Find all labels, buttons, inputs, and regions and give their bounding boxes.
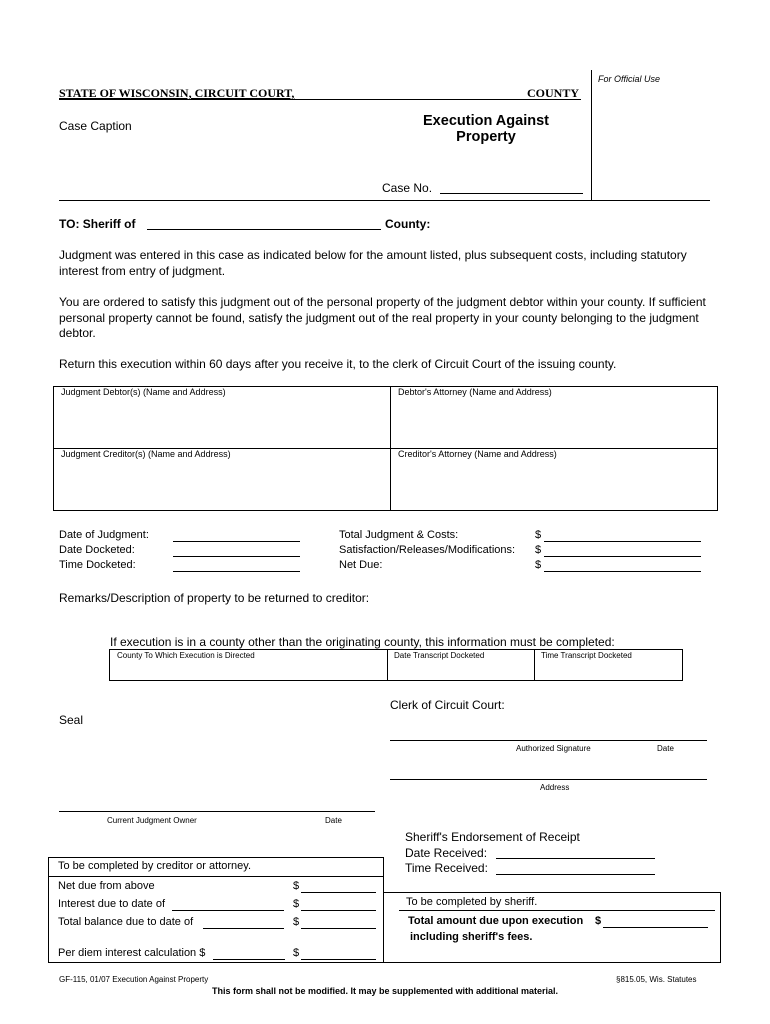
satisfaction-label: Satisfaction/Releases/Modifications:: [339, 544, 516, 556]
sheriff-box-header: To be completed by sheriff.: [406, 896, 538, 908]
interest-date-field[interactable]: [172, 910, 284, 911]
case-no-label: Case No.: [382, 181, 433, 195]
sheriff-box-top: [383, 892, 721, 893]
net-due-label: Net Due:: [339, 559, 383, 571]
total-judgment-currency: $: [535, 529, 542, 541]
date-docketed-field[interactable]: [173, 556, 300, 557]
signature-date-label: Date: [657, 744, 674, 753]
sheriff-endorsement-title: Sheriff's Endorsement of Receipt: [405, 830, 580, 844]
remarks-label: Remarks/Description of property to be returned to creditor:: [59, 591, 370, 605]
time-received-label: Time Received:: [405, 861, 488, 875]
case-no-field[interactable]: [440, 193, 583, 194]
date-received-label: Date Received:: [405, 846, 488, 860]
net-due-above-label: Net due from above: [58, 880, 155, 892]
total-due-currency: $: [595, 915, 602, 927]
creditor-box-header: To be completed by creditor or attorney.: [58, 860, 252, 872]
form-title-line1: Execution Against: [423, 113, 549, 129]
total-judgment-label: Total Judgment & Costs:: [339, 529, 459, 541]
per-diem-currency: $: [293, 947, 300, 959]
interest-due-label: Interest due to date of: [58, 898, 166, 910]
clerk-address-line[interactable]: [390, 779, 707, 780]
debtor-attorney-field[interactable]: [397, 401, 713, 445]
total-judgment-field[interactable]: [544, 541, 701, 542]
time-transcript-label: Time Transcript Docketed: [541, 651, 632, 660]
sheriff-box-header-rule: [399, 910, 715, 911]
debtor-attorney-label: Debtor's Attorney (Name and Address): [398, 387, 552, 397]
statute-ref: §815.05, Wis. Statutes: [616, 975, 697, 984]
to-county-label: County:: [385, 217, 431, 231]
judgment-creditor-label: Judgment Creditor(s) (Name and Address): [61, 449, 231, 459]
sheriff-box-right: [720, 892, 721, 962]
time-transcript-field[interactable]: [538, 662, 679, 678]
per-diem-field[interactable]: [213, 959, 285, 960]
other-county-divider-1: [387, 649, 388, 681]
clerk-address-label: Address: [540, 783, 570, 792]
net-due-above-currency: $: [293, 880, 300, 892]
date-of-judgment-label: Date of Judgment:: [59, 529, 149, 541]
time-docketed-label: Time Docketed:: [59, 559, 136, 571]
current-owner-line[interactable]: [59, 811, 375, 812]
state-court-label: STATE OF WISCONSIN, CIRCUIT COURT,: [59, 86, 295, 100]
satisfaction-field[interactable]: [544, 556, 701, 557]
interest-due-currency: $: [293, 898, 300, 910]
bottom-boxes-base: [48, 962, 721, 963]
creditor-box-top: [48, 857, 383, 858]
date-transcript-label: Date Transcript Docketed: [394, 651, 485, 660]
form-title-line2: Property: [456, 129, 516, 145]
creditor-box-header-rule: [48, 876, 383, 877]
other-county-divider-2: [534, 649, 535, 681]
authorized-signature-label: Authorized Signature: [516, 744, 591, 753]
total-balance-field[interactable]: [301, 928, 376, 929]
current-owner-label: Current Judgment Owner: [107, 816, 197, 825]
date-docketed-label: Date Docketed:: [59, 544, 135, 556]
including-fees-label: including sheriff's fees.: [410, 931, 533, 943]
net-due-currency: $: [535, 559, 542, 571]
judgment-debtor-label: Judgment Debtor(s) (Name and Address): [61, 387, 226, 397]
total-balance-currency: $: [293, 916, 300, 928]
owner-date-label: Date: [325, 816, 342, 825]
time-docketed-field[interactable]: [173, 571, 300, 572]
county-directed-label: County To Which Execution is Directed: [117, 651, 255, 660]
total-balance-label: Total balance due to date of: [58, 916, 194, 928]
seal-label: Seal: [59, 713, 84, 727]
header-rule: [59, 99, 581, 100]
county-directed-field[interactable]: [113, 662, 383, 678]
authorized-signature-line[interactable]: [390, 740, 707, 741]
date-of-judgment-field[interactable]: [173, 541, 300, 542]
total-balance-date-field[interactable]: [203, 928, 284, 929]
clerk-label: Clerk of Circuit Court:: [390, 698, 505, 712]
net-due-above-field[interactable]: [301, 892, 376, 893]
judgment-debtor-field[interactable]: [60, 401, 385, 445]
total-due-label: Total amount due upon execution: [408, 915, 584, 927]
time-received-field[interactable]: [496, 874, 655, 875]
to-sheriff-label: TO: Sheriff of: [59, 217, 136, 231]
judgment-creditor-field[interactable]: [60, 463, 385, 507]
return-paragraph: Return this execution within 60 days after you receive it, to the clerk of Circuit Court of the issuing county.: [59, 357, 617, 371]
remarks-field[interactable]: [59, 608, 709, 632]
creditor-attorney-field[interactable]: [397, 463, 713, 507]
date-received-field[interactable]: [496, 858, 655, 859]
per-diem-label: Per diem interest calculation $: [58, 947, 206, 959]
other-county-notice: If execution is in a county other than the originating county, this information must be completed:: [110, 635, 615, 649]
creditor-attorney-label: Creditor's Attorney (Name and Address): [398, 449, 557, 459]
net-due-field[interactable]: [544, 571, 701, 572]
footer-notice: This form shall not be modified. It may be supplemented with additional material.: [211, 986, 559, 996]
date-transcript-field[interactable]: [391, 662, 530, 678]
total-due-field[interactable]: [603, 927, 708, 928]
order-paragraph: You are ordered to satisfy this judgment out of the personal property of the judgment debtor within your county. If sufficient personal property cannot be found, satisfy the judgment out of the real property in your county belonging to the judgment debtor.: [59, 295, 706, 340]
case-caption-label: Case Caption: [59, 119, 132, 133]
county-label: COUNTY: [527, 86, 580, 100]
bottom-center-divider: [383, 857, 384, 962]
satisfaction-currency: $: [535, 544, 542, 556]
judgment-paragraph: Judgment was entered in this case as indicated below for the amount listed, plus subsequent costs, including statutory interest from entry of judgment.: [59, 248, 687, 278]
sheriff-county-field[interactable]: [147, 229, 381, 230]
official-use-label: For Official Use: [598, 74, 661, 84]
interest-due-field[interactable]: [301, 910, 376, 911]
header-bottom-rule: [59, 200, 710, 201]
per-diem-amount-field[interactable]: [301, 959, 376, 960]
form-title: [386, 113, 586, 145]
official-use-divider: [591, 70, 592, 200]
form-id: GF-115, 01/07 Execution Against Property: [59, 975, 209, 984]
creditor-box-left: [48, 857, 49, 962]
